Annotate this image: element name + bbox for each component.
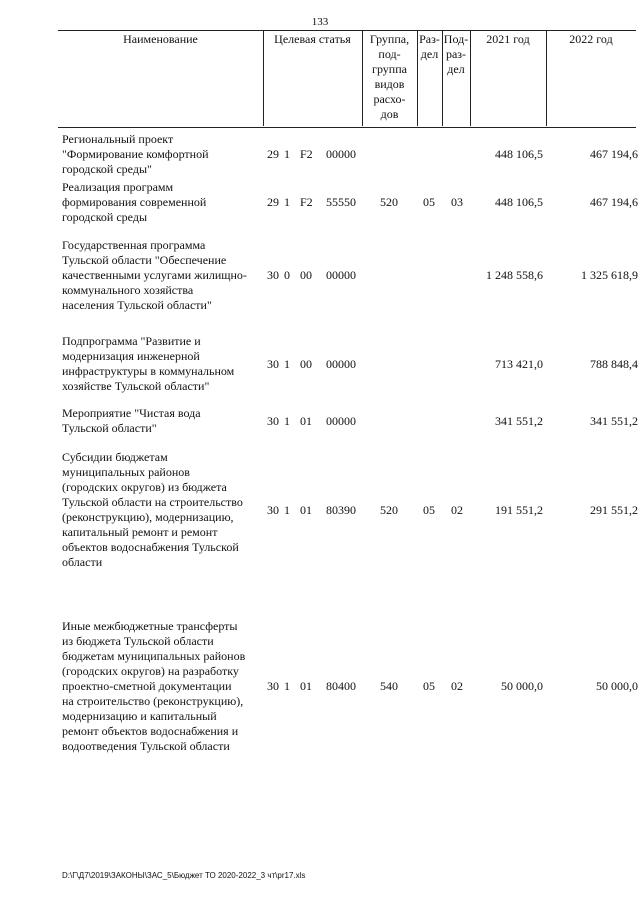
amount-2021: 448 106,5 — [495, 195, 543, 209]
amount-2022: 788 848,4 — [590, 357, 638, 371]
code-subprogram: 1 — [284, 414, 290, 428]
code-event: 01 — [300, 503, 312, 517]
code-direction: 00000 — [326, 357, 356, 371]
amount-2021: 50 000,0 — [501, 679, 543, 693]
amount-2021: 1 248 558,6 — [486, 268, 543, 282]
amount-2021: 191 551,2 — [495, 503, 543, 517]
code-event: 01 — [300, 414, 312, 428]
code-event: F2 — [300, 195, 313, 209]
amount-2021: 341 551,2 — [495, 414, 543, 428]
row-name: Иные межбюджетные трансферты из бюджета Тульской области бюджетам муниципальных районов (городских округов) на разработку проектно-сметной документации на строительство (реконструкцию), модернизацию и капитальный ремонт объектов водоснабжения и водоотведения Тульской области — [62, 619, 246, 753]
amount-2021: 448 106,5 — [495, 147, 543, 161]
code-event: 00 — [300, 268, 312, 282]
code-event: 00 — [300, 357, 312, 371]
expense-group: 520 — [380, 195, 398, 209]
header-year-2022: 2022 год — [569, 32, 613, 46]
amount-2022: 1 325 618,9 — [581, 268, 638, 282]
amount-2022: 341 551,2 — [590, 414, 638, 428]
row-name: Государственная программа Тульской области "Обеспечение качественными услугами жилищно- коммунального хозяйства населения Тульской области" — [62, 238, 247, 312]
row-name: Реализация программ формирования современной городской среды — [62, 180, 207, 224]
header-subsection: Под- раз- дел — [443, 32, 469, 76]
code-program: 30 — [267, 268, 279, 282]
amount-2022: 291 551,2 — [590, 503, 638, 517]
header-expense-group: Группа, под- группа видов расхо- дов — [369, 32, 410, 121]
expense-group: 520 — [380, 503, 398, 517]
code-event: F2 — [300, 147, 313, 161]
code-subprogram: 0 — [284, 268, 290, 282]
code-direction: 80400 — [326, 679, 356, 693]
code-direction: 00000 — [326, 147, 356, 161]
expense-group: 540 — [380, 679, 398, 693]
section-code: 05 — [423, 503, 435, 517]
section-code: 05 — [423, 195, 435, 209]
code-subprogram: 1 — [284, 503, 290, 517]
header-section: Раз- дел — [419, 32, 440, 61]
file-path-footer: D:\Г\Д7\2019\ЗАКОНЫ\ЗАС_5\Бюджет ТО 2020-2022_3 чт\pr17.xls — [62, 871, 306, 880]
code-subprogram: 1 — [284, 147, 290, 161]
code-direction: 55550 — [326, 195, 356, 209]
subsection-code: 02 — [451, 679, 463, 693]
header-name: Наименование — [123, 32, 198, 46]
subsection-code: 03 — [451, 195, 463, 209]
row-name: Региональный проект "Формирование комфортной городской среды" — [62, 132, 209, 176]
code-subprogram: 1 — [284, 357, 290, 371]
row-name: Подпрограмма "Развитие и модернизация инженерной инфраструктуры в коммунальном хозяйстве Тульской области" — [62, 334, 235, 393]
header-target-article: Целевая статья — [274, 32, 351, 46]
subsection-code: 02 — [451, 503, 463, 517]
code-program: 30 — [267, 357, 279, 371]
row-name: Субсидии бюджетам муниципальных районов (городских округов) из бюджета Тульской области на строительство (реконструкцию), модернизацию, капитальный ремонт и ремонт объектов водоснабжения Тульской области — [62, 450, 243, 569]
header-year-2021: 2021 год — [486, 32, 530, 46]
code-direction: 00000 — [326, 268, 356, 282]
code-direction: 80390 — [326, 503, 356, 517]
code-program: 29 — [267, 147, 279, 161]
amount-2022: 467 194,6 — [590, 195, 638, 209]
code-subprogram: 1 — [284, 679, 290, 693]
amount-2021: 713 421,0 — [495, 357, 543, 371]
section-code: 05 — [423, 679, 435, 693]
code-program: 30 — [267, 679, 279, 693]
code-event: 01 — [300, 679, 312, 693]
amount-2022: 467 194,6 — [590, 147, 638, 161]
code-subprogram: 1 — [284, 195, 290, 209]
row-name: Мероприятие "Чистая вода Тульской области" — [62, 406, 201, 435]
page-number: 133 — [311, 16, 329, 28]
amount-2022: 50 000,0 — [596, 679, 638, 693]
code-program: 30 — [267, 503, 279, 517]
code-direction: 00000 — [326, 414, 356, 428]
code-program: 30 — [267, 414, 279, 428]
code-program: 29 — [267, 195, 279, 209]
